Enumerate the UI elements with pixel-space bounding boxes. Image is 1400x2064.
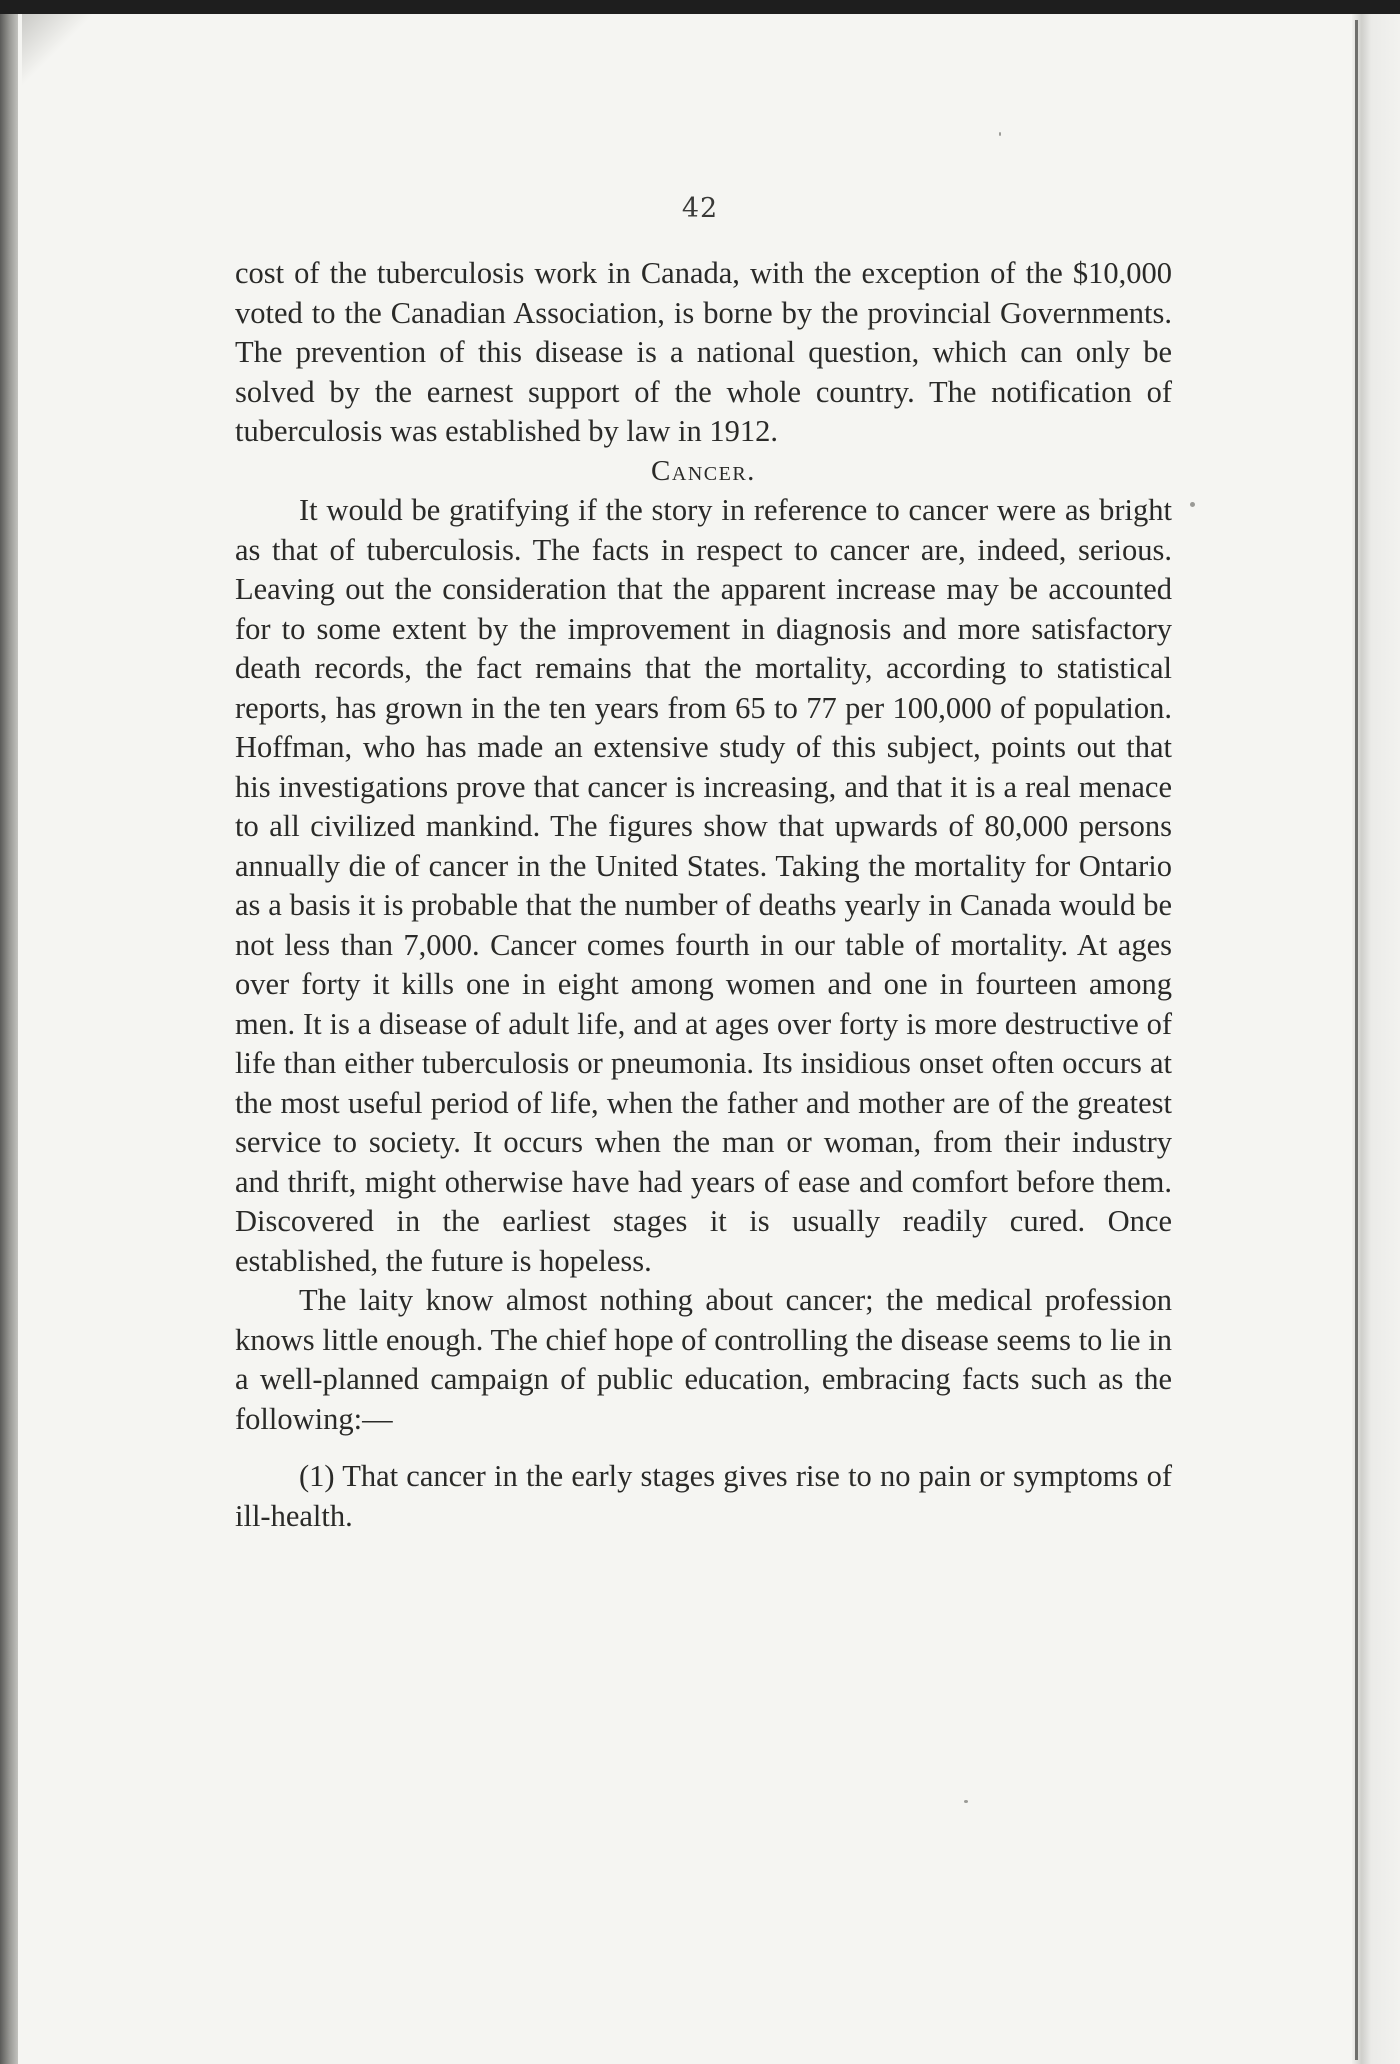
page-fore-edge: [1352, 14, 1400, 2064]
section-heading-cancer: Cancer.: [651, 454, 756, 487]
paragraph-tuberculosis-cost: cost of the tuberculosis work in Canada, with the exception of the $10,000 voted to the Canadian Association, is borne by the provincial Governments. The prevention of this disease is a national question, which can only be solved by the earnest support of the whole country. The notification of tuberculosis was established by law in 1912.: [235, 256, 1172, 448]
page-number: 42: [681, 193, 719, 224]
paragraph-list-item-1: (1) That cancer in the early stages gives rise to no pain or symptoms of ill-health.: [235, 1459, 1172, 1533]
paper-speck: [999, 132, 1001, 136]
corner-fold: [22, 14, 92, 104]
paper-speck: [1190, 502, 1195, 507]
paper-speck: [964, 1800, 968, 1803]
paragraph-cancer-mortality: It would be gratifying if the story in reference to cancer were as bright as that of tuberculosis. The facts in respect to cancer are, indeed, serious. Leaving out the consideration that the apparent increase may be accounted for to some extent by the improvement in diagnosis and more satisfactory death records, the fact remains that the mortality, according to statistical reports, has grown in the ten years from 65 to 77 per 100,000 of population. Hoffman, who has made an extensive study of this subject, points out that his investigations prove that cancer is increasing, and that it is a real menace to all civilized mankind. The figures show that upwards of 80,000 persons annually die of cancer in the United States. Taking the mortality for Ontario as a basis it is probable that the number of deaths yearly in Canada would be not less than 7,000. Cancer comes fourth in our table of mortality. At ages over forty it kills one in eight among women and one in fourteen among men. It is a disease of adult life, and at ages over forty is more destructive of life than either tuberculosis or pneumonia. Its insidious onset often occurs at the most useful period of life, when the father and mother are of the greatest service to society. It occurs when the man or woman, from their industry and thrift, might otherwise have had years of ease and comfort before them. Discovered in the earliest stages it is usually readily cured. Once established, the future is hopeless.: [235, 493, 1172, 1278]
body-text: [235, 254, 1172, 1536]
paragraph-public-education: The laity know almost nothing about cancer; the medical profession knows little enough. The chief hope of controlling the disease seems to lie in a well-planned campaign of public education, embracing facts such as the following:—: [235, 1283, 1172, 1436]
page-edge-line: [1355, 20, 1358, 2060]
